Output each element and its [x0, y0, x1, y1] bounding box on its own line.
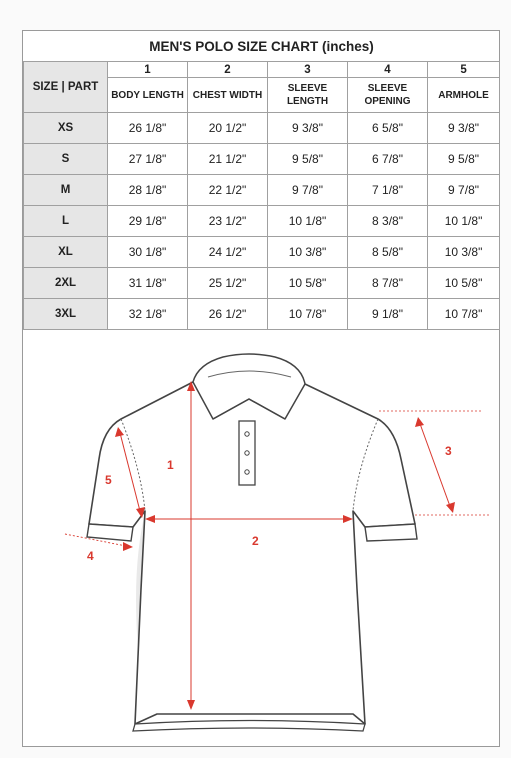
size-label: XL: [24, 237, 108, 268]
table-cell: 10 5/8": [268, 268, 348, 299]
table-cell: 9 7/8": [268, 175, 348, 206]
part-header: BODY LENGTH: [108, 78, 188, 113]
part-header: ARMHOLE: [428, 78, 500, 113]
table-row: [24, 237, 500, 268]
table-cell: 7 1/8": [348, 175, 428, 206]
table-cell: 8 3/8": [348, 206, 428, 237]
table-cell: 9 3/8": [268, 113, 348, 144]
table-cell: 25 1/2": [188, 268, 268, 299]
table-cell: 26 1/8": [108, 113, 188, 144]
table-row: [24, 144, 500, 175]
part-header: SLEEVE LENGTH: [268, 78, 348, 113]
measure-label-5: 5: [105, 473, 112, 487]
size-label: 2XL: [24, 268, 108, 299]
table-cell: 10 1/8": [268, 206, 348, 237]
size-label: 3XL: [24, 299, 108, 330]
table-row: [24, 268, 500, 299]
size-label: XS: [24, 113, 108, 144]
table-cell: 23 1/2": [188, 206, 268, 237]
table-row: [24, 299, 500, 330]
table-cell: 28 1/8": [108, 175, 188, 206]
table-cell: 24 1/2": [188, 237, 268, 268]
table-cell: 6 7/8": [348, 144, 428, 175]
table-cell: 30 1/8": [108, 237, 188, 268]
table-row: [24, 175, 500, 206]
table-cell: 6 5/8": [348, 113, 428, 144]
measure-line-sleeve-length: [419, 421, 451, 509]
table-cell: 10 7/8": [428, 299, 500, 330]
polo-shirt-diagram: [23, 329, 499, 746]
table-cell: 29 1/8": [108, 206, 188, 237]
measure-label-2: 2: [252, 534, 259, 548]
part-number: 2: [188, 62, 268, 78]
size-label: M: [24, 175, 108, 206]
measure-label-1: 1: [167, 458, 174, 472]
table-cell: 21 1/2": [188, 144, 268, 175]
part-number: 5: [428, 62, 500, 78]
table-cell: 32 1/8": [108, 299, 188, 330]
table-cell: 27 1/8": [108, 144, 188, 175]
table-cell: 10 3/8": [268, 237, 348, 268]
table-cell: 8 5/8": [348, 237, 428, 268]
part-header: CHEST WIDTH: [188, 78, 268, 113]
part-number: 3: [268, 62, 348, 78]
table-cell: 31 1/8": [108, 268, 188, 299]
table-cell: 10 5/8": [428, 268, 500, 299]
table-cell: 8 7/8": [348, 268, 428, 299]
table-cell: 26 1/2": [188, 299, 268, 330]
part-number: 4: [348, 62, 428, 78]
corner-header: SIZE | PART: [24, 62, 108, 113]
measure-label-4: 4: [87, 549, 94, 563]
table-cell: 10 3/8": [428, 237, 500, 268]
table-cell: 9 3/8": [428, 113, 500, 144]
table-cell: 10 7/8": [268, 299, 348, 330]
size-chart-table: [23, 31, 500, 330]
measure-label-3: 3: [445, 444, 452, 458]
table-cell: 22 1/2": [188, 175, 268, 206]
table-cell: 9 7/8": [428, 175, 500, 206]
table-cell: 20 1/2": [188, 113, 268, 144]
table-row: [24, 113, 500, 144]
table-cell: 9 5/8": [428, 144, 500, 175]
polo-shirt-illustration: [23, 329, 499, 746]
table-cell: 9 5/8": [268, 144, 348, 175]
table-cell: 9 1/8": [348, 299, 428, 330]
part-number: 1: [108, 62, 188, 78]
chart-title: MEN'S POLO SIZE CHART (inches): [24, 31, 500, 62]
size-label: L: [24, 206, 108, 237]
table-row: [24, 206, 500, 237]
part-header: SLEEVE OPENING: [348, 78, 428, 113]
size-chart-sheet: [22, 30, 500, 747]
table-cell: 10 1/8": [428, 206, 500, 237]
size-label: S: [24, 144, 108, 175]
